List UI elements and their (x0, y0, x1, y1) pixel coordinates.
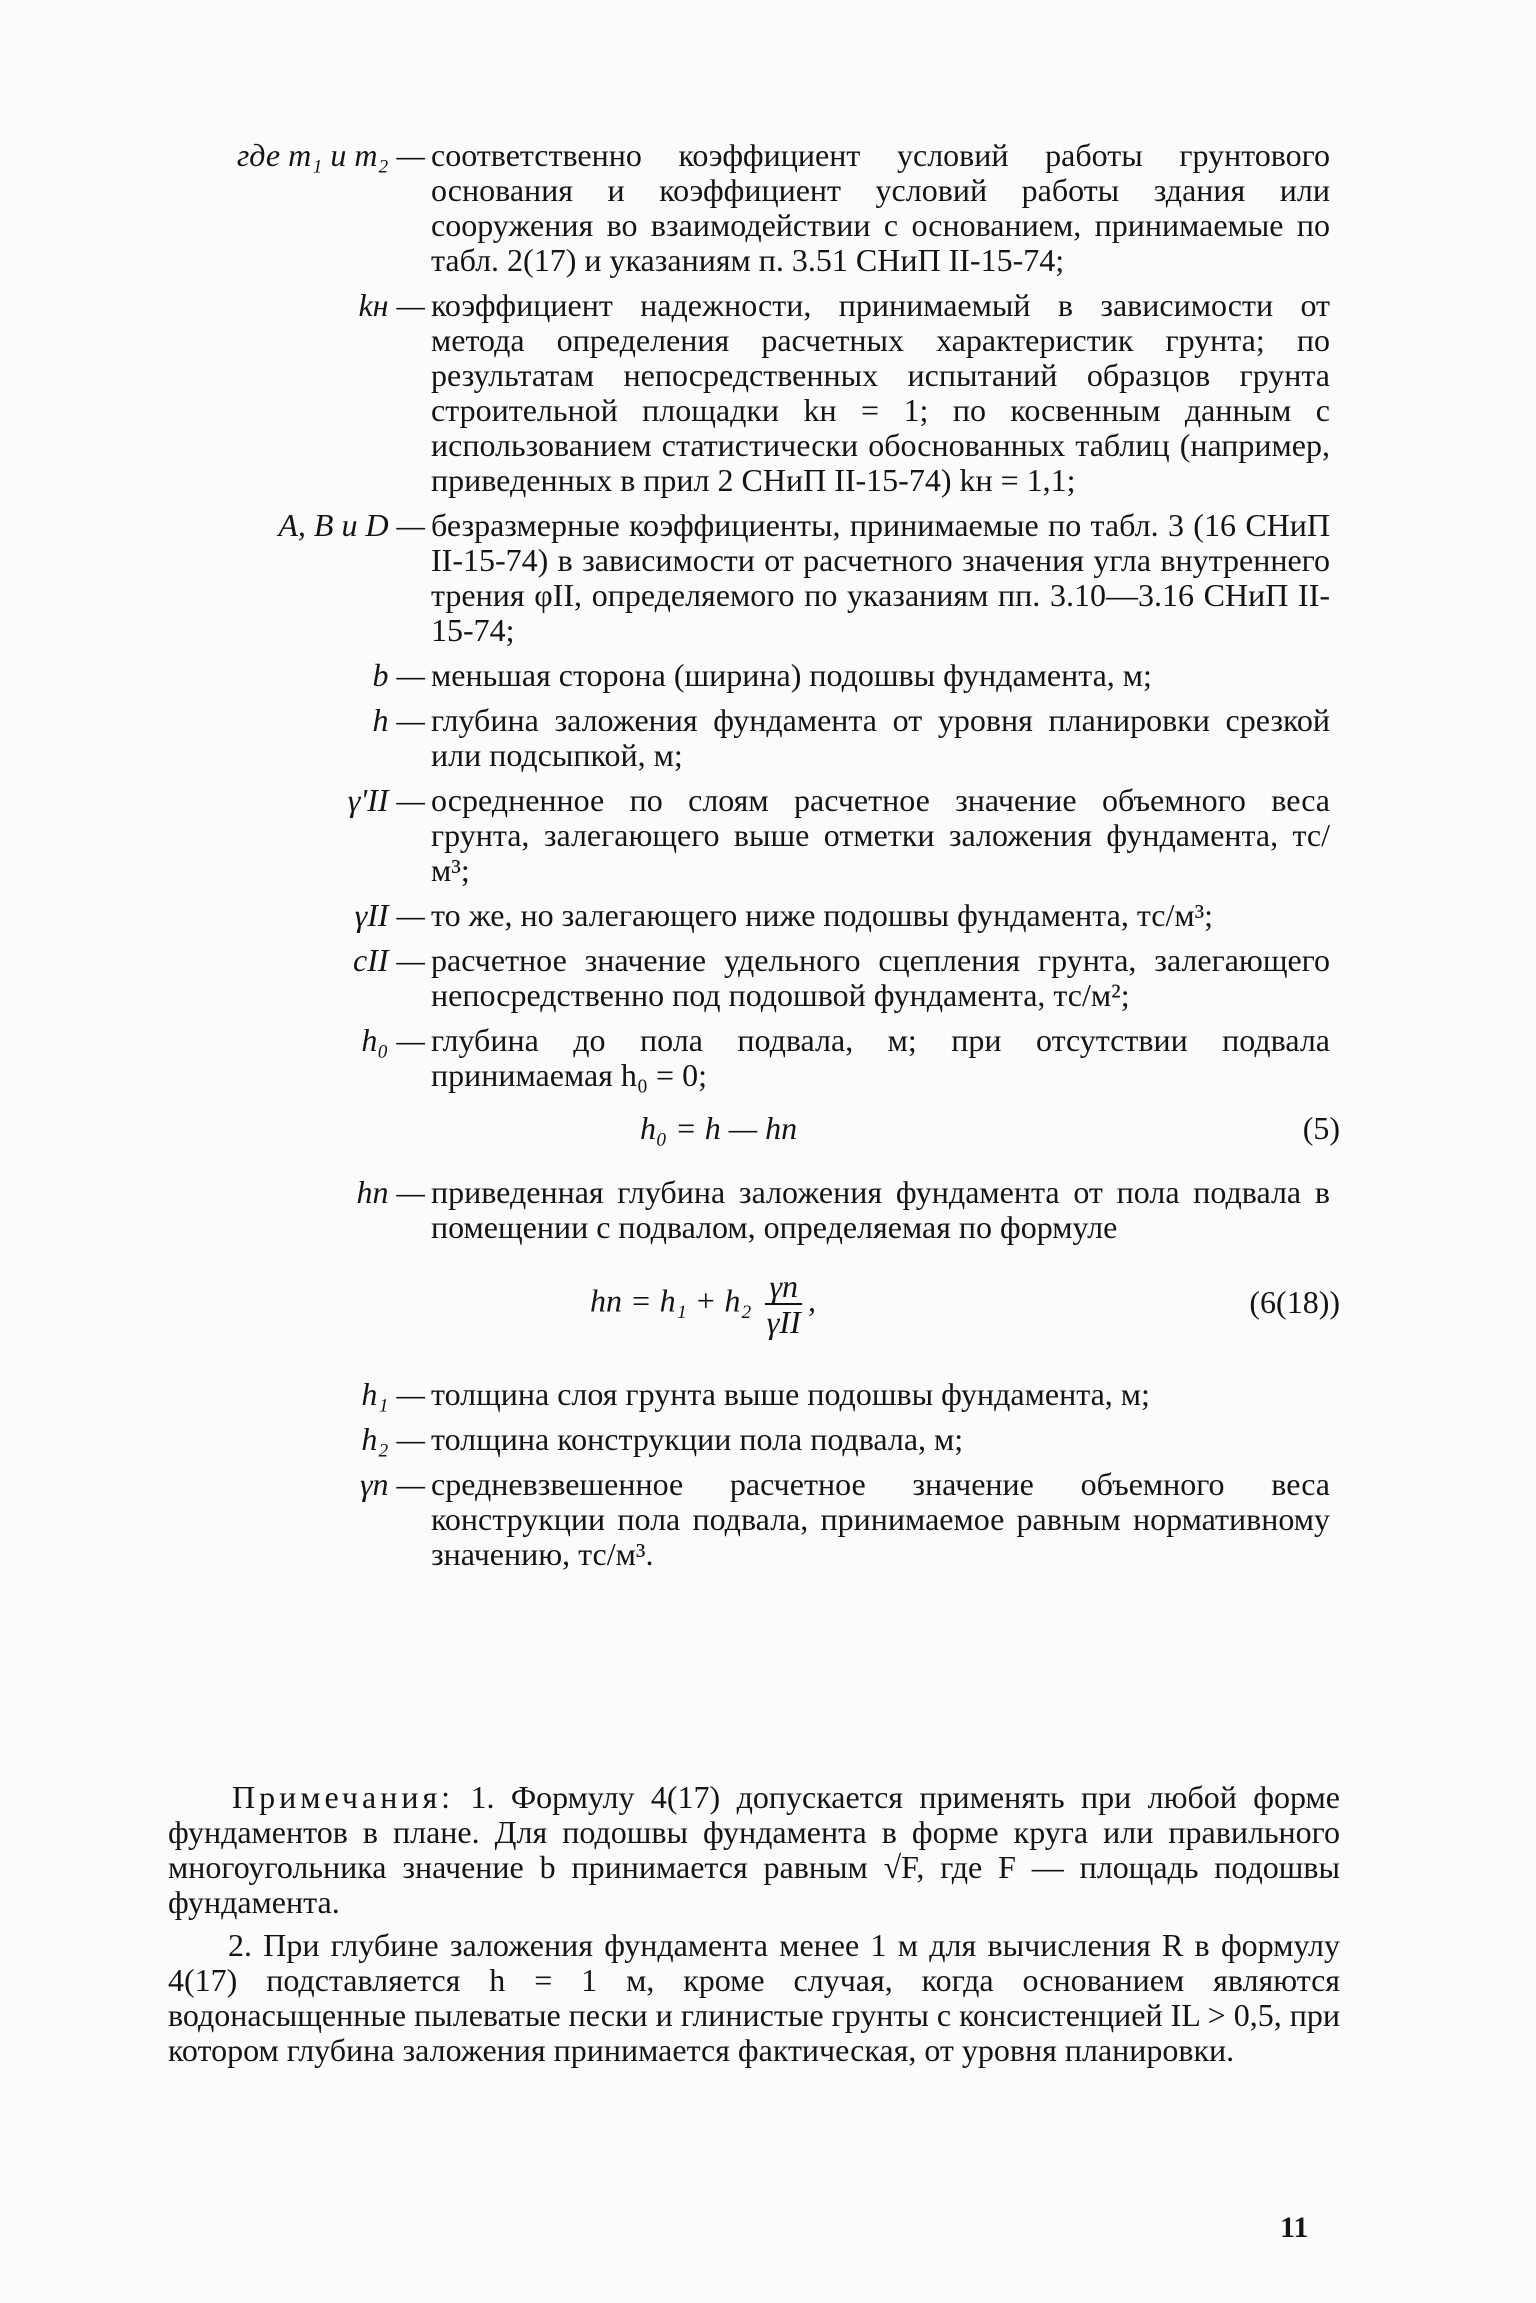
formula-5-number: (5) (1302, 1110, 1340, 1146)
formula-6-expression (590, 1269, 816, 1339)
definition-h (150, 703, 1340, 773)
notes-section (168, 1780, 1340, 2076)
definition-term: b — (372, 657, 425, 693)
note-2 (168, 1928, 1340, 2068)
notes-heading: Примечания: (232, 1779, 455, 1815)
definition-text: соответственно коэффициент условий работы грунтового основания и коэффициент условий работы здания или сооружения во взаимодействии с основанием, принимаемые по табл. 2(17) и указаниям п. 3.51 СНиП II-15-74; (431, 137, 1330, 278)
definition-term: kн — (358, 287, 425, 323)
definition-text: средневзвешенное расчетное значение объемного веса конструкции пола подвала, принимаемое равным нормативному значению, тс/м³. (431, 1466, 1330, 1572)
definition-term: h₁ — (361, 1376, 425, 1412)
note-2-text: 2. При глубине заложения фундамента менее 1 м для вычисления R в формулу 4(17) подставляется h = 1 м, кроме случая, когда основанием являются водонасыщенные пылеватые пески и глинистые грунты с консистенцией IL > 0,5, при котором глубина заложения принимается фактическая, от уровня планировки. (168, 1927, 1340, 2068)
definition-text: глубина заложения фундамента от уровня планировки срезкой или подсыпкой, м; (431, 702, 1330, 773)
definition-term: где m₁ и m₂ — (236, 137, 425, 173)
definitions-list (150, 138, 1340, 1582)
definition-text: меньшая сторона (ширина) подошвы фундамента, м; (431, 657, 1152, 693)
definition-gamma-p (150, 1467, 1340, 1572)
definition-term: h₂ — (361, 1421, 425, 1457)
definition-text: безразмерные коэффициенты, принимаемые по табл. 3 (16 СНиП II-15-74) в зависимости от расчетного значения угла внутреннего трения φII, определяемого по указаниям пп. 3.10—3.16 СНиП II-15-74; (431, 507, 1330, 648)
note-1-text: 1. Формулу 4(17) допускается применять при любой форме фундаментов в плане. Для подошвы фундамента в форме круга или правильного многоугольника значение b принимается равным √F, где F — площадь подошвы фундамента. (168, 1779, 1341, 1920)
definition-h0 (150, 1023, 1340, 1093)
note-1 (168, 1780, 1340, 1920)
definition-term: A, B и D — (278, 507, 425, 543)
definition-text: осредненное по слоям расчетное значение объемного веса грунта, залегающего выше отметки заложения фундамента, тс/м³; (431, 782, 1330, 888)
definition-term: hп — (356, 1174, 425, 1210)
formula-6-number: (6(18)) (1249, 1284, 1340, 1320)
definition-term: γп — (359, 1466, 425, 1502)
definition-b (150, 658, 1340, 693)
definition-term: γII — (354, 897, 425, 933)
definition-text: то же, но залегающего ниже подошвы фундамента, тс/м³; (431, 897, 1214, 933)
definition-c (150, 943, 1340, 1013)
definition-gamma (150, 898, 1340, 933)
page-number: 11 (1280, 2211, 1309, 2244)
formula-5-expression: h₀ = h — hп (640, 1110, 798, 1146)
formula-6 (150, 1255, 1340, 1363)
definition-term: cII — (353, 942, 425, 978)
definition-h2 (150, 1422, 1340, 1457)
definition-text: толщина слоя грунта выше подошвы фундамента, м; (431, 1376, 1150, 1412)
definition-m1-m2 (150, 138, 1340, 278)
formula-6-numerator: γп (765, 1269, 802, 1305)
definition-text: глубина до пола подвала, м; при отсутствии подвала принимаемая h₀ = 0; (431, 1022, 1330, 1093)
definition-term: h — (372, 702, 425, 738)
definition-text: толщина конструкции пола подвала, м; (431, 1421, 964, 1457)
definition-gamma-prime (150, 783, 1340, 888)
definition-term: h₀ — (361, 1022, 425, 1058)
definition-abd (150, 508, 1340, 648)
formula-6-comma: , (808, 1282, 817, 1319)
definition-text: расчетное значение удельного сцепления грунта, залегающего непосредственно под подошвой фундамента, тс/м²; (431, 942, 1330, 1013)
definition-hp (150, 1175, 1340, 1245)
definition-text: коэффициент надежности, принимаемый в зависимости от метода определения расчетных характеристик грунта; по результатам непосредственных испытаний образцов грунта строительной площадки kн = 1; по косвенным данным с использованием статистически обоснованных таблиц (например, приведенных в прил 2 СНиП II-15-74) kн = 1,1; (431, 287, 1330, 498)
formula-6-fraction (765, 1269, 802, 1339)
formula-6-denominator: γII (766, 1304, 801, 1340)
definition-h1 (150, 1377, 1340, 1412)
formula-6-left: hп = h₁ + h₂ (590, 1282, 752, 1319)
formula-5 (150, 1103, 1340, 1161)
definition-text: приведенная глубина заложения фундамента от пола подвала в помещении с подвалом, определяемая по формуле (431, 1174, 1330, 1245)
definition-kn (150, 288, 1340, 498)
definition-term: γ'II — (347, 782, 425, 818)
